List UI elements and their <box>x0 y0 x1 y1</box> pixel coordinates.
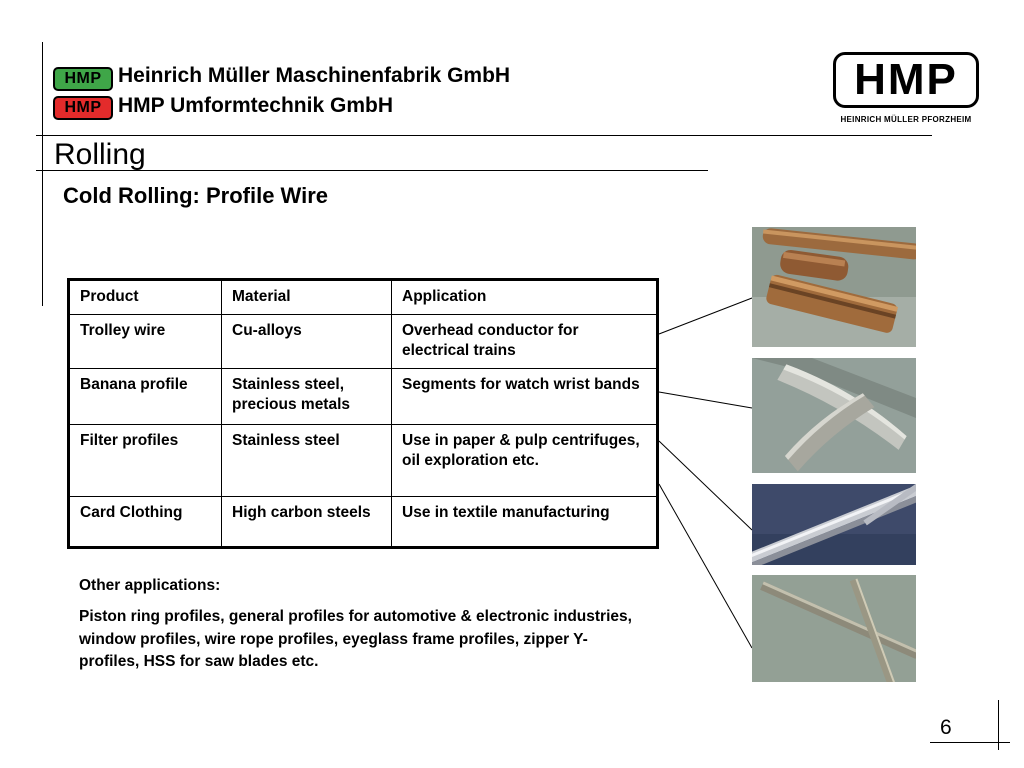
page-number: 6 <box>940 716 952 739</box>
page-title: Rolling <box>54 138 146 171</box>
table-header-cell: Product <box>69 280 222 315</box>
table-header-cell: Material <box>222 280 392 315</box>
other-applications-body: Piston ring profiles, general profiles for automotive & electronic industries, window profiles, wire rope profiles, eyeglass frame profiles, zipper Y-profiles, HSS for saw blades etc. <box>79 608 632 670</box>
filter-profile-photo <box>752 484 916 565</box>
connector-line <box>659 298 752 334</box>
page-subtitle: Cold Rolling: Profile Wire <box>63 183 329 208</box>
table-cell: Use in textile manufacturing <box>392 497 658 548</box>
company-name-2: HMP Umformtechnik GmbH <box>118 94 393 117</box>
table-cell: Banana profile <box>69 369 222 425</box>
table-cell: Trolley wire <box>69 315 222 369</box>
banana-profile-photo <box>752 358 916 473</box>
card-clothing-photo <box>752 575 916 682</box>
connector-line <box>659 392 752 408</box>
hmp-logo: HMP <box>833 52 979 108</box>
copper-trolley-wire-photo <box>752 227 916 347</box>
hmp-green-badge: HMP <box>53 67 113 91</box>
table-cell: Filter profiles <box>69 425 222 497</box>
hmp-logo-subtext: HEINRICH MÜLLER PFORZHEIM <box>840 115 972 124</box>
table-cell: Use in paper & pulp centrifuges, oil exploration etc. <box>392 425 658 497</box>
table-cell: Card Clothing <box>69 497 222 548</box>
connector-line <box>659 441 752 530</box>
table-cell: High carbon steels <box>222 497 392 548</box>
table-cell: Stainless steel, precious metals <box>222 369 392 425</box>
hmp-red-badge: HMP <box>53 96 113 120</box>
table-cell: Cu-alloys <box>222 315 392 369</box>
connector-line <box>659 484 752 648</box>
table-cell: Stainless steel <box>222 425 392 497</box>
company-name-1: Heinrich Müller Maschinenfabrik GmbH <box>118 64 511 87</box>
other-applications-title: Other applications: <box>79 577 221 594</box>
table-header-cell: Application <box>392 280 658 315</box>
table-cell: Overhead conductor for electrical trains <box>392 315 658 369</box>
table-cell: Segments for watch wrist bands <box>392 369 658 425</box>
